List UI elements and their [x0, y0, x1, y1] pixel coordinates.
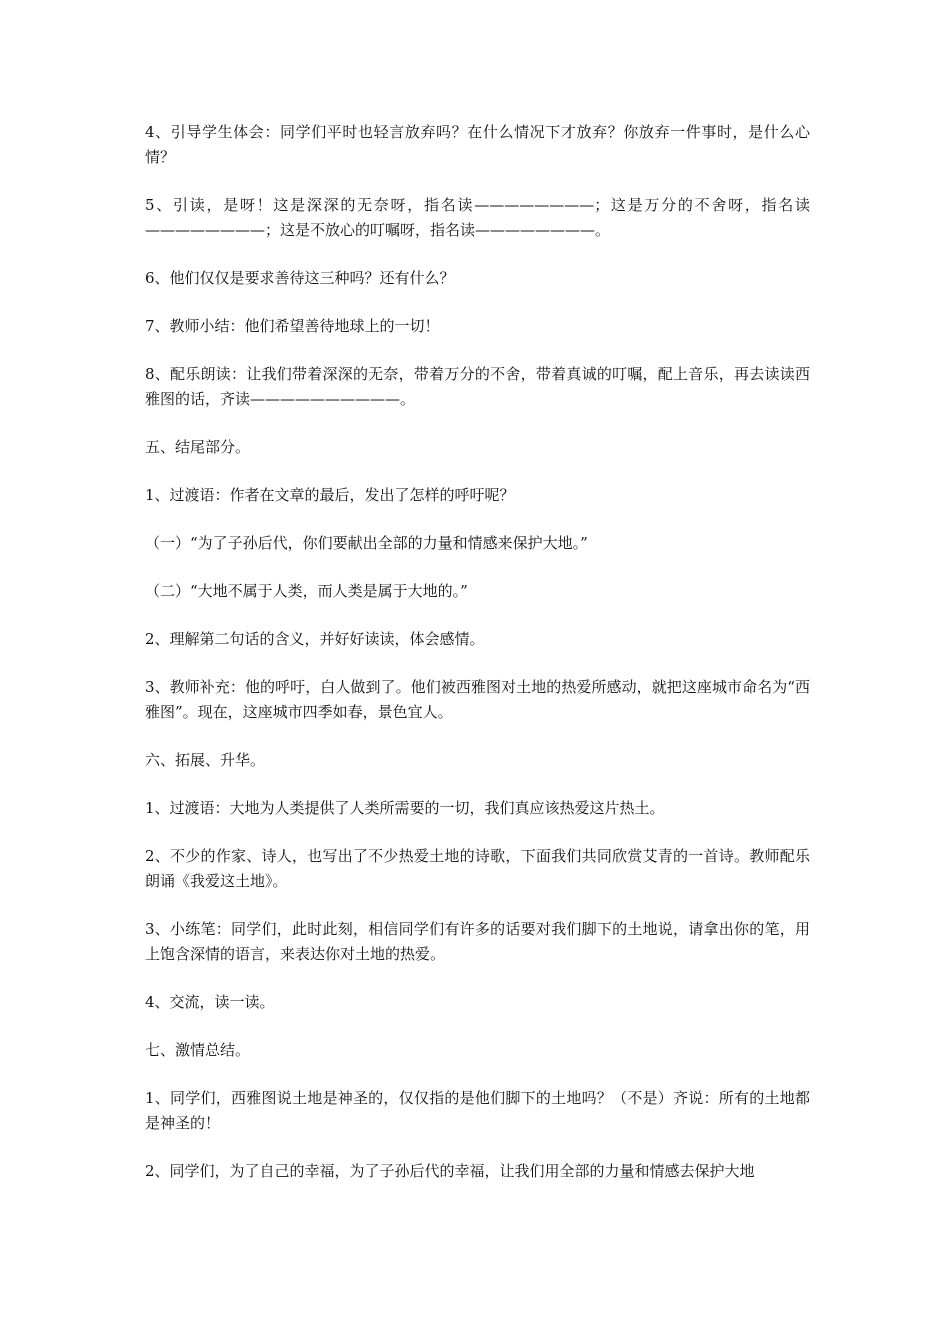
- paragraph-exchange: 4、交流，读一读。: [145, 993, 275, 1011]
- paragraph-7-summary: 7、教师小结：他们希望善待地球上的一切！: [145, 317, 440, 335]
- paragraph-understand: 2、理解第二句话的含义，并好好读读，体会感情。: [145, 630, 485, 648]
- section-heading-5: 五、结尾部分。: [145, 438, 251, 456]
- section-heading-7: 七、激情总结。: [145, 1041, 251, 1059]
- paragraph-8-music-reading: 8、配乐朗读：让我们带着深深的无奈，带着万分的不舍，带着真诚的叮嘱，配上音乐，再去读读西雅图的话，齐读——————————。: [145, 365, 810, 408]
- paragraph-poems: 2、不少的作家、诗人，也写出了不少热爱土地的诗歌，下面我们共同欣赏艾青的一首诗。教师配乐朗诵《我爱这土地》。: [145, 847, 810, 890]
- document-body: [145, 120, 810, 1184]
- paragraph-teacher-supplement: 3、教师补充：他的呼吁，白人做到了。他们被西雅图对土地的热爱所感动，就把这座城市命名为“西雅图”。现在，这座城市四季如春，景色宜人。: [145, 678, 810, 721]
- paragraph-5-lead-reading: 5、引读，是呀！这是深深的无奈呀，指名读————————；这是万分的不舍呀，指名读————————；这是不放心的叮嘱呀，指名读————————。: [145, 196, 810, 239]
- paragraph-6-question: 6、他们仅仅是要求善待这三种吗？还有什么？: [145, 269, 455, 287]
- paragraph-protect-land: 2、同学们，为了自己的幸福，为了子孙后代的幸福，让我们用全部的力量和情感去保护大地: [145, 1162, 755, 1180]
- paragraph-transition: 1、过渡语：作者在文章的最后，发出了怎样的呼吁呢？: [145, 486, 515, 504]
- paragraph-sacred-land: 1、同学们，西雅图说土地是神圣的，仅仅指的是他们脚下的土地吗？（不是）齐说：所有的土地都是神圣的！: [145, 1089, 810, 1132]
- paragraph-transition-2: 1、过渡语：大地为人类提供了人类所需要的一切，我们真应该热爱这片热土。: [145, 799, 665, 817]
- paragraph-writing-practice: 3、小练笔：同学们，此时此刻，相信同学们有许多的话要对我们脚下的土地说，请拿出你的笔，用上饱含深情的语言，来表达你对土地的热爱。: [145, 920, 810, 963]
- quote-2: （二）“大地不属于人类，而人类是属于大地的。”: [145, 582, 468, 600]
- quote-1: （一）“为了子孙后代，你们要献出全部的力量和情感来保护大地。”: [145, 534, 588, 552]
- section-heading-6: 六、拓展、升华。: [145, 751, 266, 769]
- paragraph-4-guide: 4、引导学生体会：同学们平时也轻言放弃吗？在什么情况下才放弃？你放弃一件事时，是什么心情？: [145, 123, 810, 166]
